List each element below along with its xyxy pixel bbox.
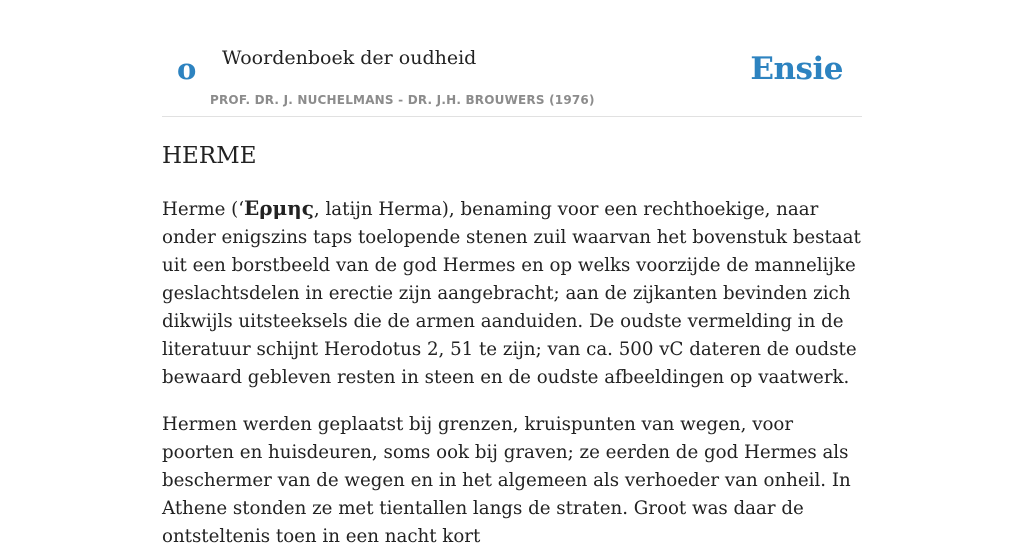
entry-paragraph-2: Hermen werden geplaatst bij grenzen, kruispunten van wegen, voor poorten en huisdeuren, soms ook bij graven; ze eerden de god Hermes als beschermer van de wegen en in het algemeen als verhoeder van onheil. In Athene stonden ze met tientallen langs de straten. Groot was daar de ontsteltenis toen in een nacht kort: [162, 414, 851, 547]
header: [162, 0, 862, 117]
p1-intro: Herme (‘: [162, 199, 244, 220]
p1-body: , latijn Herma), benaming voor een rechthoekige, naar onder enigszins taps toelopende stenen zuil waarvan het bovenstuk bestaat uit een borstbeeld van de god Hermes en op welks voorzijde de mannelijke geslachtsdelen in erectie zijn aangebracht; aan de zijkanten bevinden zich dikwijls uitsteeksels die de armen aanduiden. De oudste vermelding in de literatuur schijnt Herodotus 2, 51 te zijn; van ca. 500 vC dateren de oudste bewaard gebleven resten in steen en de oudste afbeeldingen op vaatwerk.: [162, 199, 861, 388]
greek-term: Ερμης: [244, 196, 314, 220]
ensie-logo-link[interactable]: Ensie: [750, 51, 843, 87]
page: [162, 0, 862, 551]
book-logo-icon[interactable]: o: [177, 52, 197, 86]
book-authors: PROF. DR. J. NUCHELMANS - DR. J.H. BROUWERS (1976): [210, 93, 595, 107]
entry-paragraph-1: [162, 194, 862, 392]
entry-title: HERME: [162, 143, 257, 169]
book-title-link[interactable]: Woordenboek der oudheid: [222, 47, 477, 69]
